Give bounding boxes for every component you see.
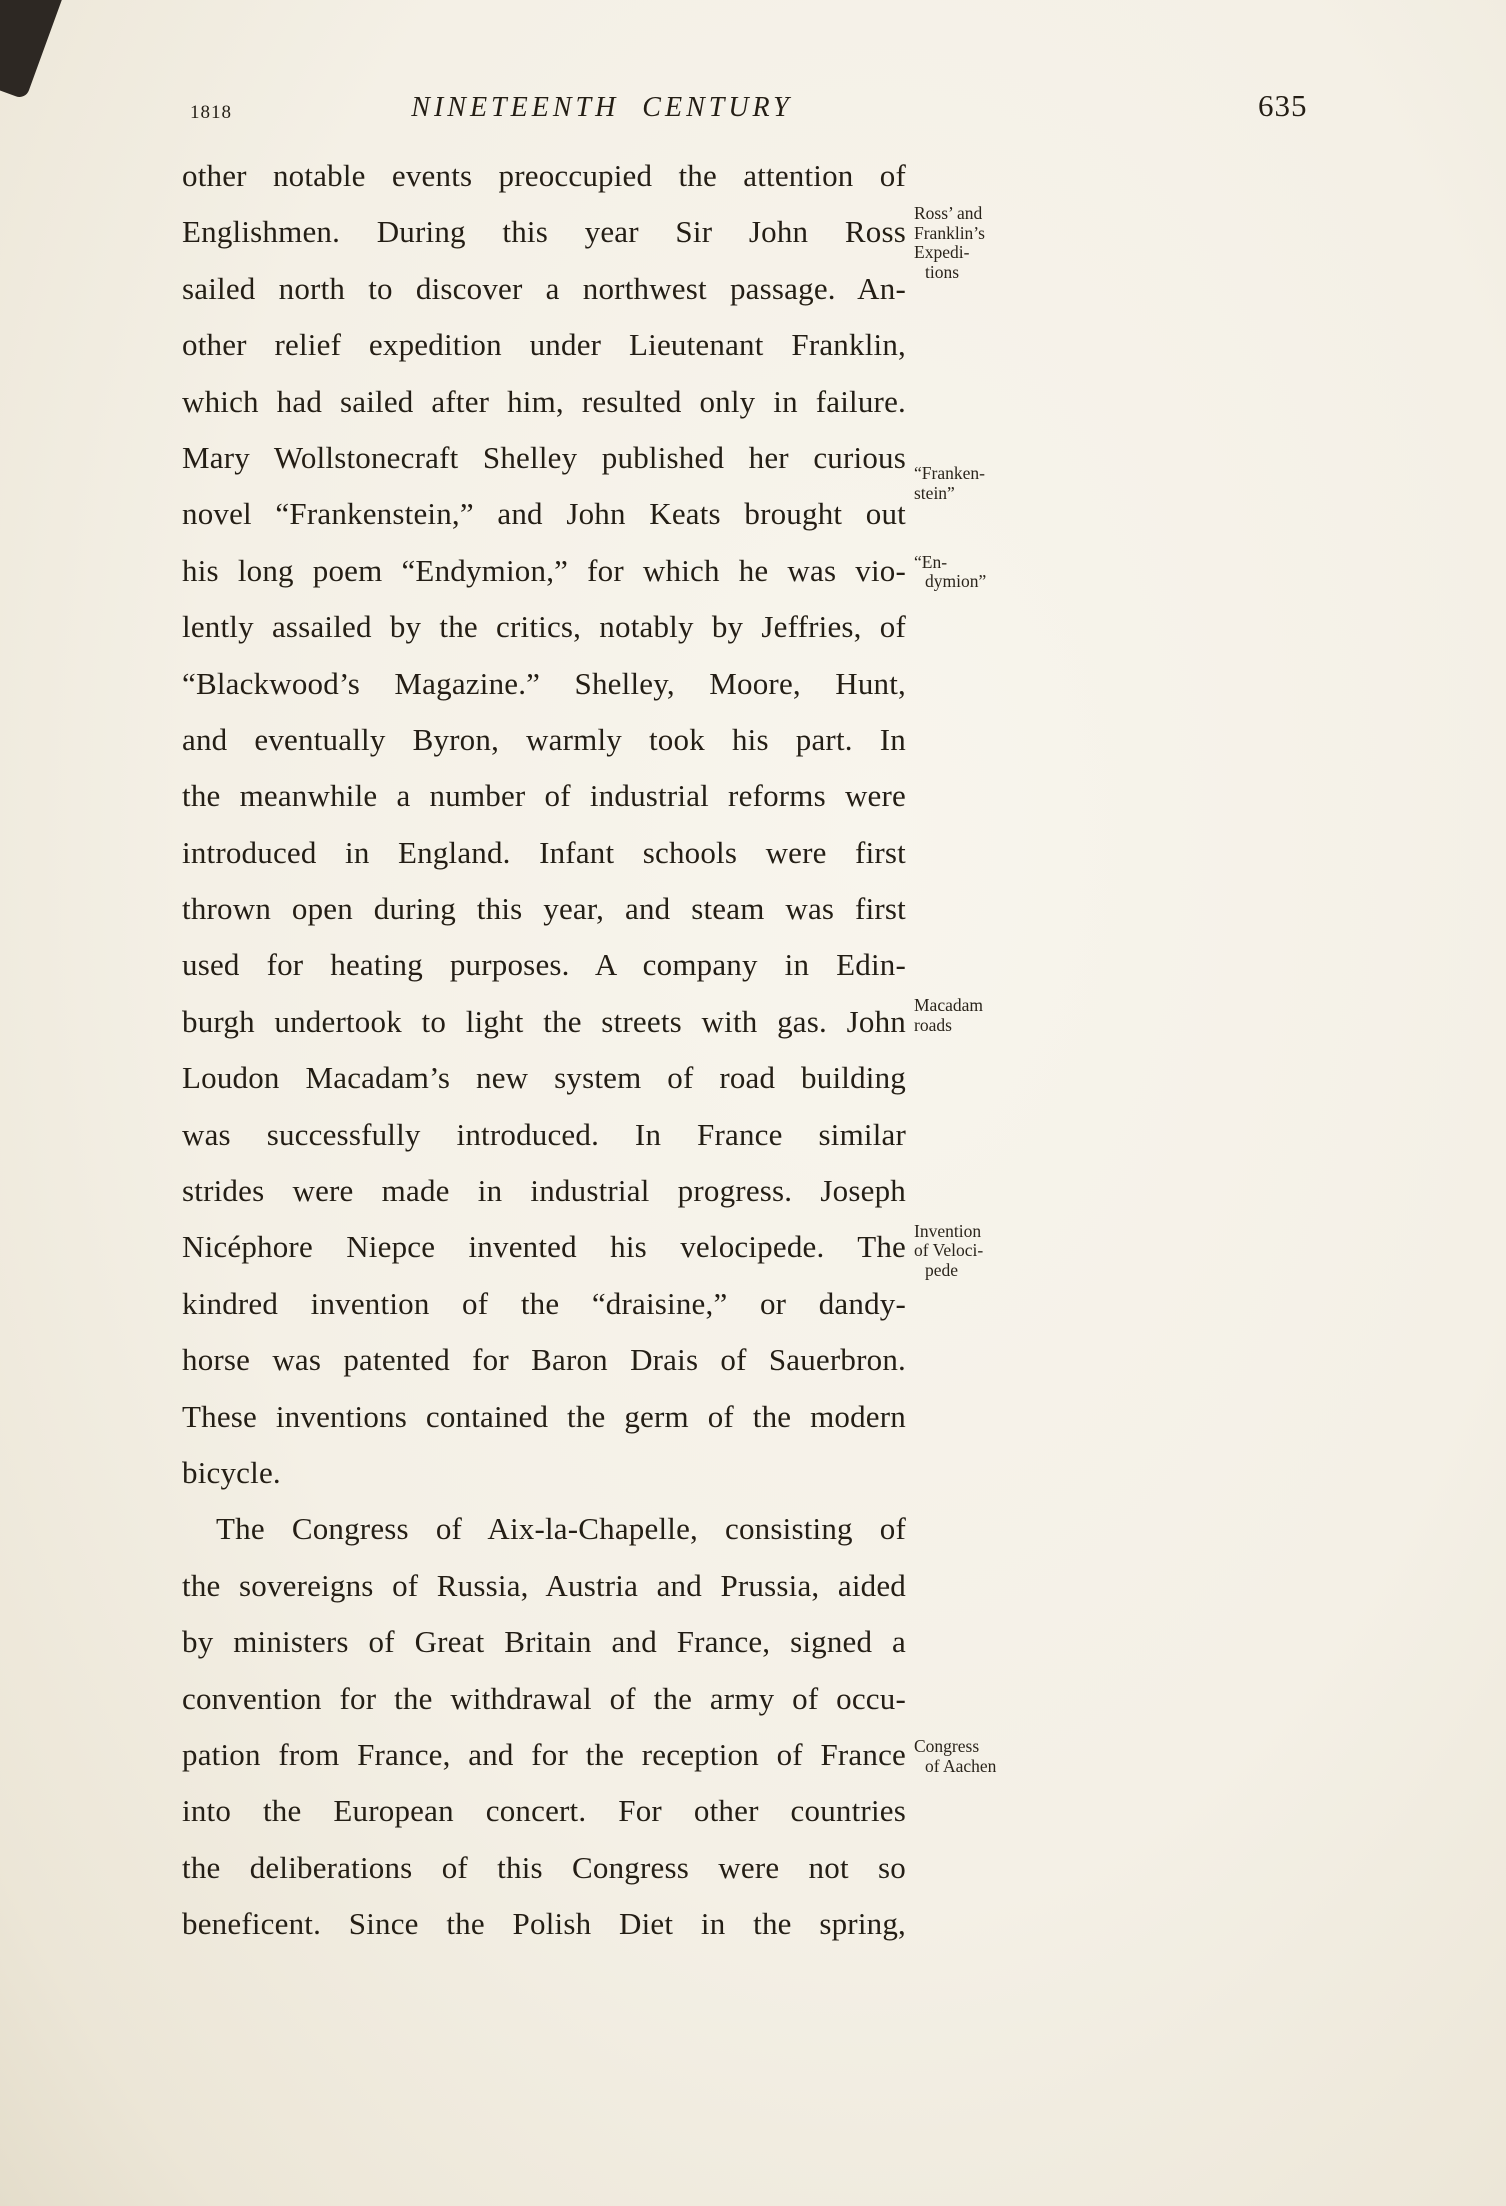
text-line: the sovereigns of Russia, Austria and Prussia, aided xyxy=(182,1567,906,1603)
text-line: other notable events preoccupied the attention of xyxy=(182,158,906,193)
text-line: and eventually Byron, warmly took his part. In xyxy=(182,721,906,757)
margin-note-line: Expedi- xyxy=(914,242,970,263)
margin-note xyxy=(914,1737,1064,1776)
text-line: into the European concert. For other countries xyxy=(182,1793,906,1829)
margin-note xyxy=(914,464,1064,503)
text-line: novel “Frankenstein,” and John Keats brought out xyxy=(182,496,906,532)
margin-note xyxy=(914,204,1064,282)
text-line: kindred invention of the “draisine,” or dandy- xyxy=(182,1285,906,1321)
text-line: “Blackwood’s Magazine.” Shelley, Moore, Hunt, xyxy=(182,665,906,701)
margin-note-line: roads xyxy=(914,1014,952,1035)
text-line: The Congress of Aix-la-Chapelle, consisting of xyxy=(216,1511,906,1547)
scan-edge-artifact xyxy=(0,0,66,100)
text-line: Nicéphore Niepce invented his velocipede. The xyxy=(182,1229,906,1265)
text-line: thrown open during this year, and steam was first xyxy=(182,891,906,927)
text-line: Englishmen. During this year Sir John Ross xyxy=(182,214,906,250)
text-line: pation from France, and for the reception of France xyxy=(182,1736,906,1772)
text-line: lently assailed by the critics, notably by Jeffries, of xyxy=(182,609,906,645)
margin-note-line: Invention xyxy=(914,1220,982,1241)
margin-note-line: “En- xyxy=(914,551,948,572)
text-line: These inventions contained the germ of the modern xyxy=(182,1398,906,1434)
margin-note-line: Macadam xyxy=(914,995,983,1015)
margin-note-line: of Aachen xyxy=(925,1755,997,1776)
margin-note xyxy=(914,996,1064,1035)
text-line: introduced in England. Infant schools were first xyxy=(182,834,906,870)
text-line: horse was patented for Baron Drais of Sauerbron. xyxy=(182,1342,906,1378)
margin-note-line: stein” xyxy=(914,482,955,503)
text-line: strides were made in industrial progress. Joseph xyxy=(182,1173,906,1209)
text-line: beneficent. Since the Polish Diet in the spring, xyxy=(182,1906,906,1942)
text-line: by ministers of Great Britain and France, signed a xyxy=(182,1624,906,1660)
margin-note xyxy=(914,1222,1064,1281)
running-title: NINETEENTH CENTURY xyxy=(411,92,793,123)
margin-note-line: “Franken- xyxy=(914,463,985,483)
text-line: which had sailed after him, resulted only in failure. xyxy=(182,383,906,419)
text-line: was successfully introduced. In France similar xyxy=(182,1116,906,1152)
text-line: convention for the withdrawal of the army of occu- xyxy=(182,1680,906,1716)
margin-note-line: of Veloci- xyxy=(914,1240,984,1261)
text-line: the deliberations of this Congress were not so xyxy=(182,1849,906,1885)
text-line: burgh undertook to light the streets with gas. John xyxy=(182,1003,906,1039)
page-number: 635 xyxy=(1258,88,1308,123)
text-line: used for heating purposes. A company in Edin- xyxy=(182,947,906,983)
margin-note-line: pede xyxy=(925,1259,959,1280)
margin-note-line: Congress xyxy=(914,1736,980,1757)
margin-note-line: dymion” xyxy=(925,571,987,592)
margin-note xyxy=(914,553,1064,592)
text-line: sailed north to discover a northwest passage. An- xyxy=(182,270,906,306)
text-line: the meanwhile a number of industrial reforms were xyxy=(182,778,906,814)
text-line: Loudon Macadam’s new system of road building xyxy=(182,1060,906,1096)
text-line: Mary Wollstonecraft Shelley published her curious xyxy=(182,439,906,475)
body-text xyxy=(182,148,906,1953)
margin-note-line: tions xyxy=(925,261,960,282)
text-line: bicycle. xyxy=(182,1454,281,1490)
text-line: other relief expedition under Lieutenant Franklin, xyxy=(182,327,906,363)
text-line: his long poem “Endymion,” for which he was vio- xyxy=(182,552,906,588)
folio-year: 1818 xyxy=(190,102,232,123)
margin-note-line: Franklin’s xyxy=(914,222,985,243)
margin-note-line: Ross’ and xyxy=(914,203,983,224)
